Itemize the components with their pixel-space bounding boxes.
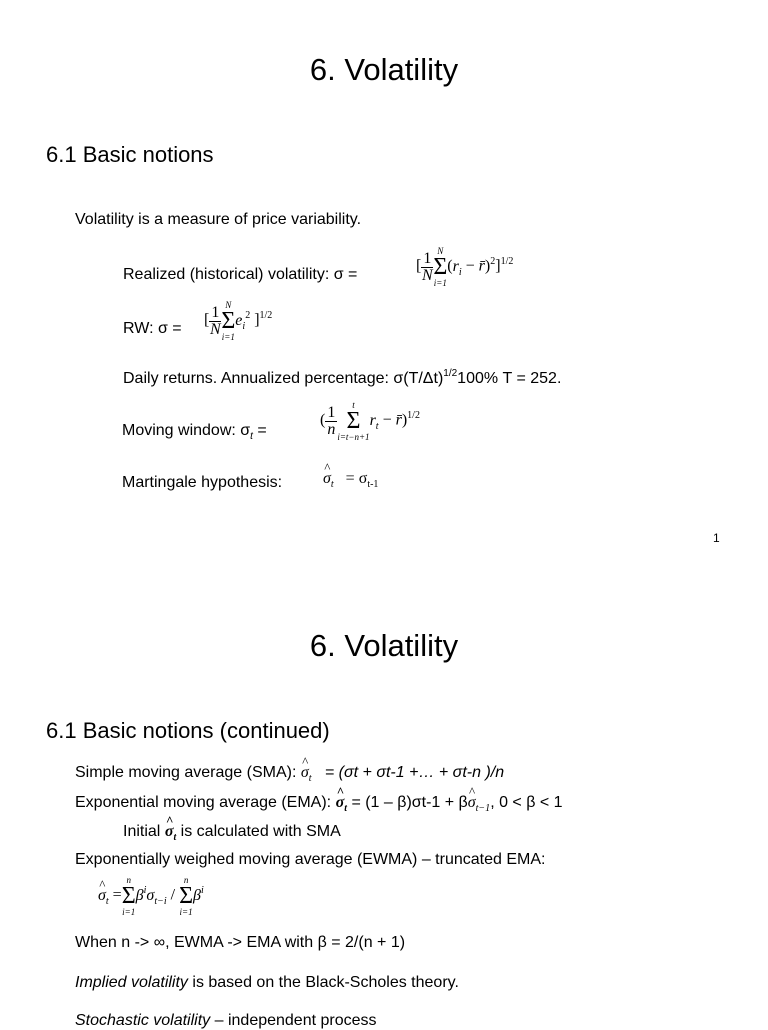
rw-line: [123, 320, 182, 338]
moving-window-line: Moving window: $\sigma_t$ =: [122, 422, 267, 442]
sum-symbol: N Σ i=1: [433, 246, 448, 288]
realized-label: Realized (historical) volatility: σ =: [123, 266, 358, 283]
slide1-title: 6. Volatility: [309, 52, 459, 87]
daily-returns-tail: 100% T = 252.: [457, 370, 562, 387]
initial-line: Initial ^ $\sigma_t$ is calculated with SMA: [123, 823, 341, 841]
ewma-line: Exponentially weighed moving average (EWMA) – truncated EMA:: [75, 851, 546, 868]
moving-window-formula: ( $\frac{1}{n}$ t Σ i=t−n+1 $r_t$ − r̄)$^{1/2}$: [320, 400, 420, 442]
stochastic-line: Stochastic volatility – independent process: [75, 1012, 377, 1029]
martingale-line: Martingale hypothesis:: [122, 474, 283, 491]
when-line: When n -> ∞, EWMA -> EMA with β = 2/(n + 1): [75, 934, 406, 951]
one-over-n-fraction: $\frac{1}{N}$: [421, 249, 433, 284]
daily-returns-line: [123, 370, 561, 388]
realized-volatility-line: [123, 266, 357, 284]
ema-line: Exponential moving average (EMA): ^ $\sigma_t = (1 - \beta)\sigma t-1$ + β^ $\sigma_{t-1}$, 0 < β < 1: [75, 794, 563, 812]
ewma-formula: ^ $\sigma_t$ = n Σ i=1 $\beta^i\sigma_{t-i}$ / n Σ i=1 $\beta^i$: [98, 875, 204, 917]
rw-formula: [ $\frac{1}{N}$ N Σ i=1 $e_i^2$ ]$^{1/2}$: [204, 300, 273, 342]
realized-formula: [ $\frac{1}{N}$ N Σ i=1 ($r_i$ − r̄)$^2$]$^{1/2}$: [416, 246, 514, 288]
slide2-title: 6. Volatility: [309, 628, 459, 663]
implied-line: Implied volatility is based on the Black-Scholes theory.: [75, 974, 459, 991]
martingale-formula: ^ $\sigma_t$ = $\sigma_{t-1}$: [323, 470, 378, 488]
slide2-heading: 6.1 Basic notions (continued): [46, 718, 330, 743]
sma-line: Simple moving average (SMA): ^ $\sigma_t$ = (σt + σt-1 +… + σt-n )/n: [75, 764, 504, 782]
daily-returns-text: Daily returns. Annualized percentage: σ(T/Δt): [123, 370, 444, 387]
rw-label: RW: σ =: [123, 320, 182, 337]
daily-returns-exponent: 1/2: [443, 368, 458, 379]
page-number: 1: [713, 531, 720, 545]
slide1-heading: 6.1 Basic notions: [46, 142, 214, 167]
intro-text: Volatility is a measure of price variability.: [75, 211, 362, 228]
